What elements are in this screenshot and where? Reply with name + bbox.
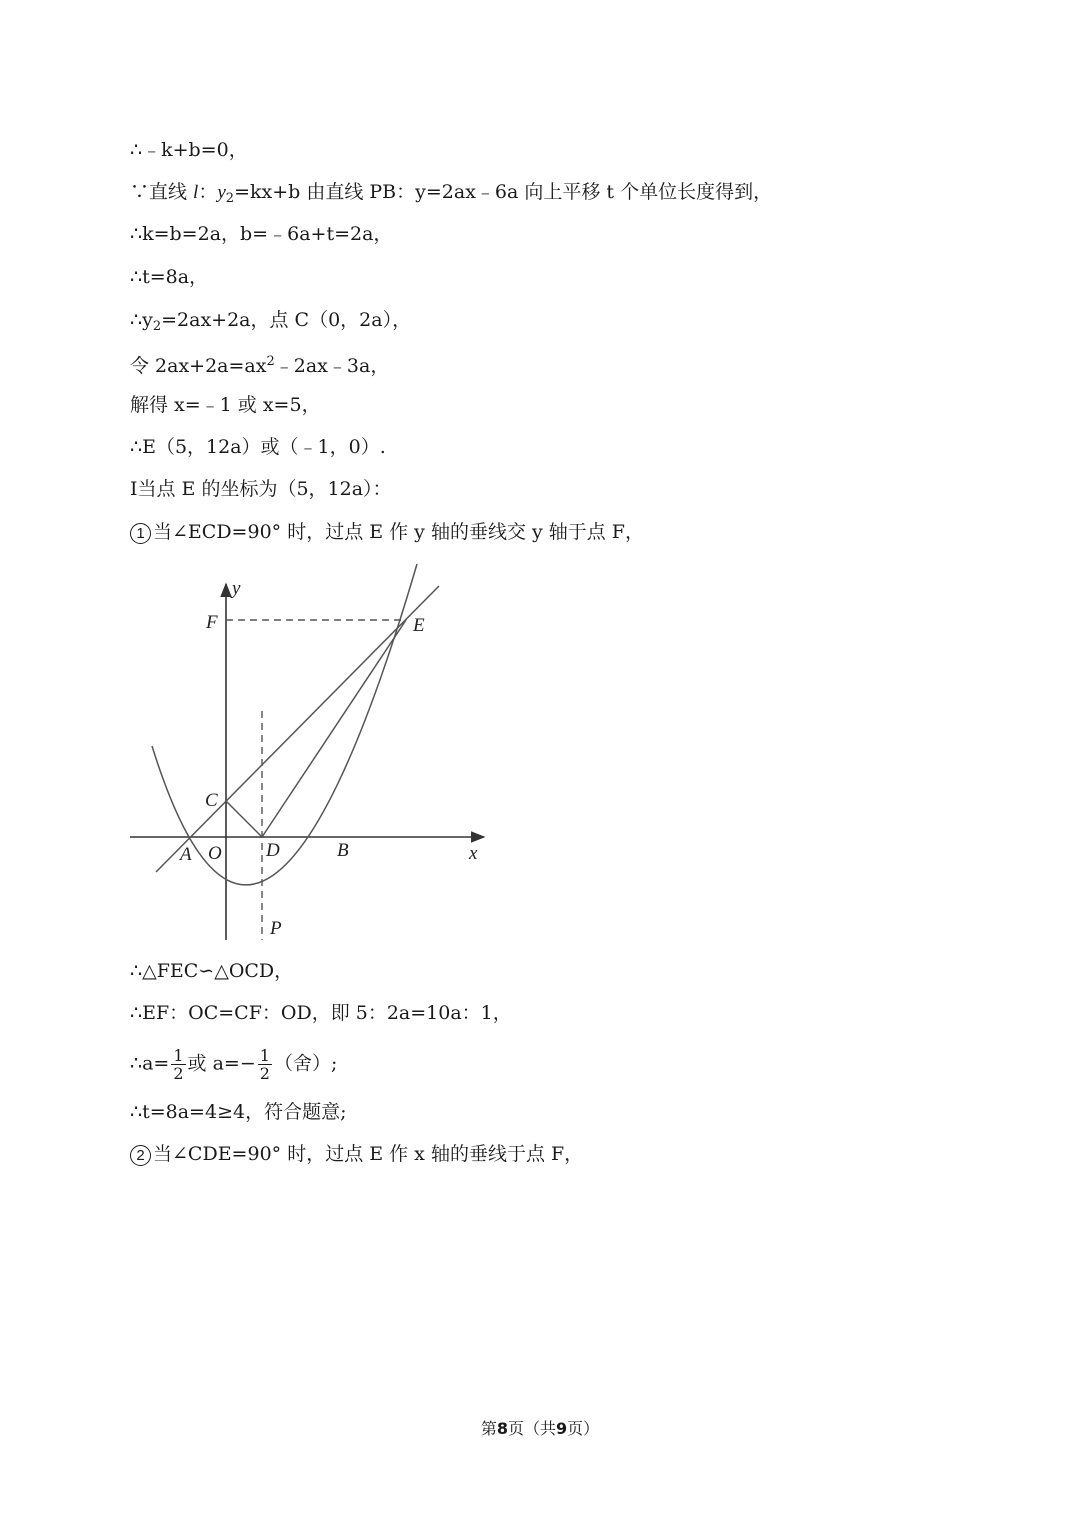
text: ∴y bbox=[130, 309, 153, 331]
superscript: 2 bbox=[266, 354, 275, 369]
label-d: D bbox=[266, 840, 280, 861]
label-b: B bbox=[337, 840, 349, 861]
segment-de bbox=[262, 620, 406, 837]
text: ∴k=b=2a，b=﹣6a+t=2a， bbox=[130, 223, 393, 245]
solution-line-7 bbox=[130, 391, 321, 419]
denominator: 2 bbox=[259, 1064, 270, 1083]
text: Ⅰ当点 E 的坐标为（5，12a）： bbox=[130, 478, 392, 500]
text: l bbox=[193, 182, 199, 203]
text: y bbox=[217, 182, 226, 203]
text: 当∠CDE=90° 时，过点 E 作 x 轴的垂线于点 F， bbox=[153, 1143, 584, 1165]
subscript: 2 bbox=[152, 319, 162, 334]
text: ∴t=8a， bbox=[130, 266, 209, 288]
numerator: 1 bbox=[259, 1046, 270, 1065]
label-f: F bbox=[206, 612, 218, 633]
text: =2ax+2a，点 C（0，2a）， bbox=[161, 309, 412, 331]
solution-line-4 bbox=[130, 263, 208, 291]
solution-line-10 bbox=[130, 518, 644, 546]
line-ae bbox=[156, 586, 439, 872]
footer-text: 页） bbox=[567, 1419, 600, 1438]
text: （舍）; bbox=[273, 1052, 338, 1075]
label-x: x bbox=[469, 843, 478, 864]
solution-line-15 bbox=[130, 1140, 583, 1168]
solution-line-8 bbox=[130, 433, 386, 461]
label-p: P bbox=[270, 918, 282, 939]
footer-text: 页（共 bbox=[507, 1419, 556, 1438]
text: ﹣2ax﹣3a， bbox=[274, 355, 390, 377]
solution-line-2 bbox=[130, 178, 772, 213]
page-number: 8 bbox=[496, 1419, 508, 1438]
text: ∴﹣k+b=0， bbox=[130, 139, 248, 161]
solution-line-13 bbox=[130, 1047, 337, 1082]
solution-line-14 bbox=[130, 1098, 346, 1126]
label-c: C bbox=[205, 790, 218, 811]
circled-number: 2 bbox=[130, 1145, 151, 1166]
fraction bbox=[258, 1047, 272, 1082]
circled-number: 1 bbox=[130, 523, 151, 544]
label-y: y bbox=[232, 578, 241, 599]
solution-line-3 bbox=[130, 220, 392, 248]
text: ： bbox=[198, 181, 218, 203]
text: ∴△FEC∽△OCD， bbox=[130, 960, 294, 982]
total-pages: 9 bbox=[556, 1419, 568, 1438]
footer-text: 第 bbox=[480, 1419, 497, 1438]
solution-line-6 bbox=[130, 348, 389, 380]
text: ∴EF：OC=CF：OD，即 5：2a=10a：1， bbox=[130, 1002, 512, 1024]
denominator: 2 bbox=[173, 1064, 184, 1083]
segment-cd bbox=[226, 801, 262, 837]
text: ∵直线 bbox=[130, 181, 194, 203]
label-o: O bbox=[208, 843, 222, 864]
page-footer bbox=[0, 1416, 1080, 1439]
text: 解得 x=﹣1 或 x=5， bbox=[130, 394, 321, 416]
geometry-figure bbox=[130, 558, 490, 946]
solution-line-12 bbox=[130, 999, 512, 1027]
text: ∴E（5，12a）或（﹣1，0）. bbox=[130, 436, 386, 458]
numerator: 1 bbox=[173, 1046, 184, 1065]
text: 当∠ECD=90° 时，过点 E 作 y 轴的垂线交 y 轴于点 F， bbox=[153, 521, 644, 543]
text: 或 a=− bbox=[187, 1052, 256, 1075]
solution-line-9 bbox=[130, 475, 392, 503]
subscript: 2 bbox=[225, 191, 235, 206]
solution-line-1 bbox=[130, 136, 248, 164]
text: 令 2ax+2a=ax bbox=[130, 355, 267, 377]
text: ∴a= bbox=[130, 1052, 170, 1075]
text: ∴t=8a=4≥4，符合题意; bbox=[130, 1101, 347, 1123]
solution-line-11 bbox=[130, 957, 293, 985]
fraction bbox=[171, 1047, 185, 1082]
text: =kx+b 由直线 PB：y=2ax﹣6a 向上平移 t 个单位长度得到， bbox=[234, 181, 773, 203]
solution-line-5 bbox=[130, 306, 411, 341]
label-a: A bbox=[180, 844, 192, 865]
label-e: E bbox=[413, 615, 425, 636]
